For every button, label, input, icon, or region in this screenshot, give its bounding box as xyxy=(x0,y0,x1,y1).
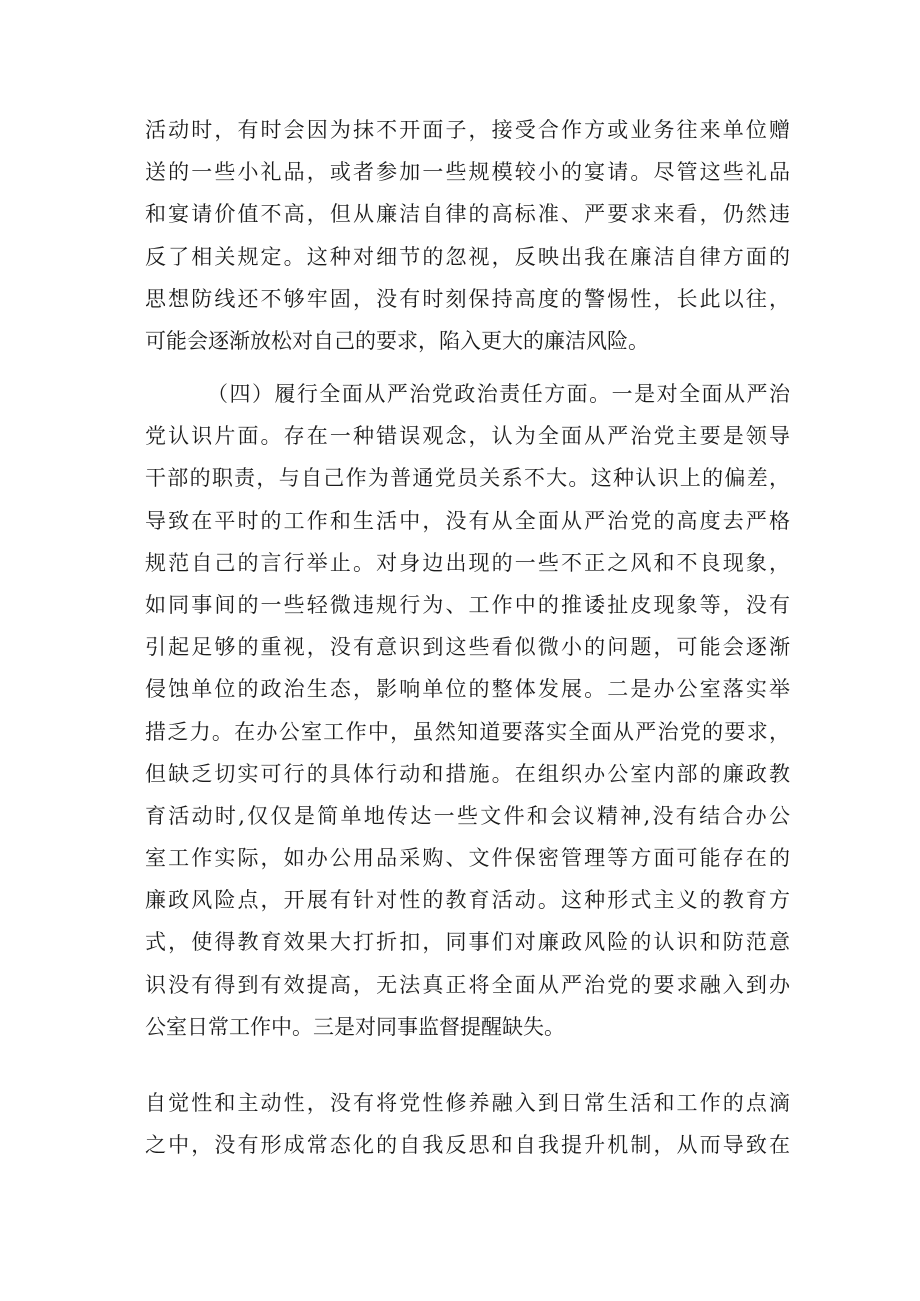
text-line: 送的一些小礼品，或者参加一些规模较小的宴请。尽管这些礼品 xyxy=(145,160,790,185)
paragraph-continuation xyxy=(145,1082,790,1166)
text-line: 式，使得教育效果大打折扣，同事们对廉政风险的认识和防范意 xyxy=(145,930,790,955)
text-line: 活动时，有时会因为抹不开面子，接受合作方或业务往来单位赠 xyxy=(145,118,790,142)
text-line: 思想防线还不够牢固，没有时刻保持高度的警惕性，长此以往， xyxy=(145,286,790,311)
text-line: 但缺乏切实可行的具体行动和措施。在组织办公室内部的廉政教 xyxy=(145,761,790,786)
text-line: 识没有得到有效提高，无法真正将全面从严治党的要求融入到办 xyxy=(145,972,790,997)
text-line: 措乏力。在办公室工作中，虽然知道要落实全面从严治党的要求， xyxy=(145,719,790,744)
text-line: 侵蚀单位的政治生态，影响单位的整体发展。二是办公室落实举 xyxy=(145,677,790,702)
text-line: 引起足够的重视，没有意识到这些看似微小的问题，可能会逐渐 xyxy=(145,635,790,660)
text-line: 党认识片面。存在一种错误观念，认为全面从严治党主要是领导 xyxy=(145,424,790,449)
text-line: 公室日常工作中。三是对同事监督提醒缺失。 xyxy=(145,1014,565,1039)
text-line: 室工作实际，如办公用品采购、文件保密管理等方面可能存在的 xyxy=(145,846,790,871)
text-line: 之中，没有形成常态化的自我反思和自我提升机制，从而导致在 xyxy=(145,1133,790,1158)
text-line: 规范自己的言行举止。对身边出现的一些不正之风和不良现象， xyxy=(145,550,790,575)
text-line: 导致在平时的工作和生活中，没有从全面从严治党的高度去严格 xyxy=(145,508,790,533)
text-line: 和宴请价值不高，但从廉洁自律的高标准、严要求来看，仍然违 xyxy=(145,202,790,227)
paragraph-section-four xyxy=(145,373,790,1048)
text-line: 可能会逐渐放松对自己的要求，陷入更大的廉洁风险。 xyxy=(145,328,649,353)
text-line: 干部的职责，与自己作为普通党员关系不大。这种认识上的偏差， xyxy=(145,466,790,491)
text-line: 如同事间的一些轻微违规行为、工作中的推诿扯皮现象等，没有 xyxy=(145,592,790,617)
text-line: 反了相关规定。这种对细节的忽视，反映出我在廉洁自律方面的 xyxy=(145,244,790,269)
section-heading-line: （四）履行全面从严治党政治责任方面。一是对全面从严治 xyxy=(207,382,790,406)
text-line: 自觉性和主动性，没有将党性修养融入到日常生活和工作的点滴 xyxy=(145,1091,790,1115)
paragraph-integrity-risk xyxy=(145,109,790,362)
text-line: 育活动时,仅仅是简单地传达一些文件和会议精神,没有结合办公 xyxy=(145,803,790,828)
text-line: 廉政风险点，开展有针对性的教育活动。这种形式主义的教育方 xyxy=(145,888,790,913)
